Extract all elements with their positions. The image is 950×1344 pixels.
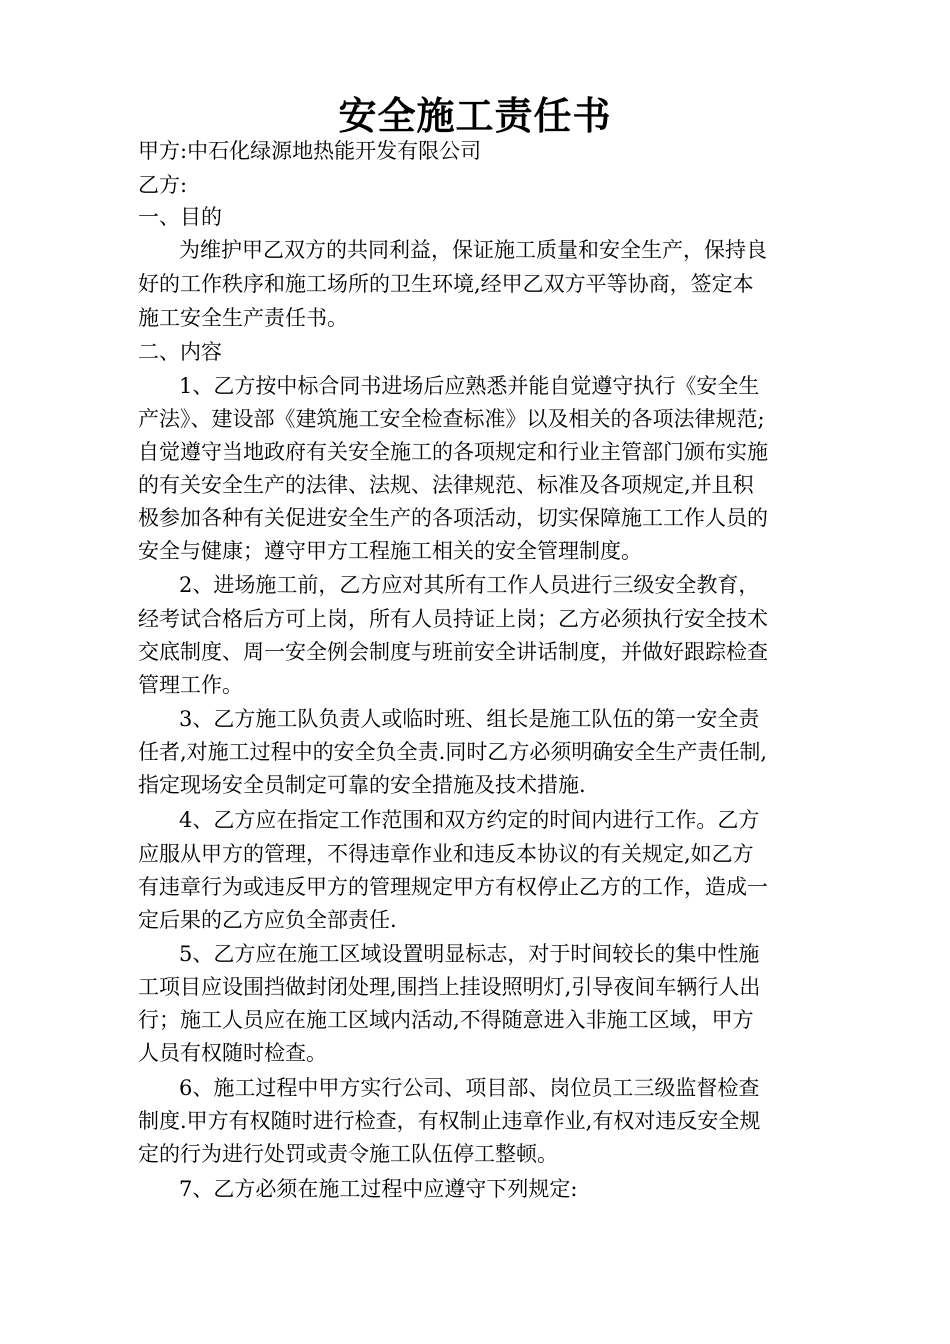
text-line: 人员有权随时检查。 <box>138 1041 327 1065</box>
text-line: 的有关安全生产的法律、法规、法律规范、标准及各项规定,并且积 <box>138 473 754 497</box>
section-heading-content: 二、内容 <box>138 340 222 364</box>
party-b-line: 乙方: <box>138 173 188 197</box>
text-line: 制度.甲方有权随时进行检查，有权制止违章作业,有权对违反安全规 <box>138 1109 761 1133</box>
text-line: 为维护甲乙双方的共同利益，保证施工质量和安全生产，保持良 <box>179 238 767 262</box>
text-line: 6、施工过程中甲方实行公司、项目部、岗位员工三级监督检查 <box>179 1076 760 1100</box>
text-line: 好的工作秩序和施工场所的卫生环境,经甲乙双方平等协商，签定本 <box>138 272 754 296</box>
text-line: 4、乙方应在指定工作范围和双方约定的时间内进行工作。乙方 <box>179 808 760 832</box>
text-line: 管理工作。 <box>138 673 243 697</box>
text-line: 应服从甲方的管理，不得违章作业和违反本协议的有关规定,如乙方 <box>138 842 754 866</box>
text-line: 有违章行为或违反甲方的管理规定甲方有权停止乙方的工作，造成一 <box>138 875 768 899</box>
text-line: 1、乙方按中标合同书进场后应熟悉并能自觉遵守执行《安全生 <box>179 374 760 398</box>
text-line: 任者,对施工过程中的安全负全责.同时乙方必须明确安全生产责任制, <box>138 740 768 764</box>
text-line: 3、乙方施工队负责人或临时班、组长是施工队伍的第一安全责 <box>179 707 760 731</box>
text-line: 工项目应设围挡做封闭处理,围挡上挂设照明灯,引导夜间车辆行人出 <box>138 975 761 999</box>
document-title: 安全施工责任书 <box>338 93 612 138</box>
text-line: 5、乙方应在施工区域设置明显标志，对于时间较长的集中性施 <box>179 942 760 966</box>
text-line: 定的行为进行处罚或责令施工队伍停工整顿。 <box>138 1142 558 1166</box>
text-line: 自觉遵守当地政府有关安全施工的各项规定和行业主管部门颁布实施 <box>138 440 768 464</box>
text-line: 指定现场安全员制定可靠的安全措施及技术措施. <box>138 773 586 797</box>
party-a-line: 甲方:中石化绿源地热能开发有限公司 <box>138 139 482 163</box>
text-line: 极参加各种有关促进安全生产的各项活动，切实保障施工工作人员的 <box>138 506 768 530</box>
text-line: 施工安全生产责任书。 <box>138 306 348 330</box>
text-line: 2、进场施工前，乙方应对其所有工作人员进行三级安全教育， <box>179 573 760 597</box>
text-line: 定后果的乙方应负全部责任. <box>138 908 397 932</box>
text-line: 经考试合格后方可上岗，所有人员持证上岗；乙方必须执行安全技术 <box>138 607 768 631</box>
section-heading-purpose: 一、目的 <box>138 205 222 229</box>
text-line: 产法》、建设部《建筑施工安全检查标准》以及相关的各项法律规范; <box>138 407 765 431</box>
text-line: 交底制度、周一安全例会制度与班前安全讲话制度，并做好跟踪检查 <box>138 640 768 664</box>
text-line: 行；施工人员应在施工区域内活动,不得随意进入非施工区域，甲方 <box>138 1008 754 1032</box>
text-line: 安全与健康；遵守甲方工程施工相关的安全管理制度。 <box>138 539 642 563</box>
text-line: 7、乙方必须在施工过程中应遵守下列规定: <box>179 1177 578 1201</box>
